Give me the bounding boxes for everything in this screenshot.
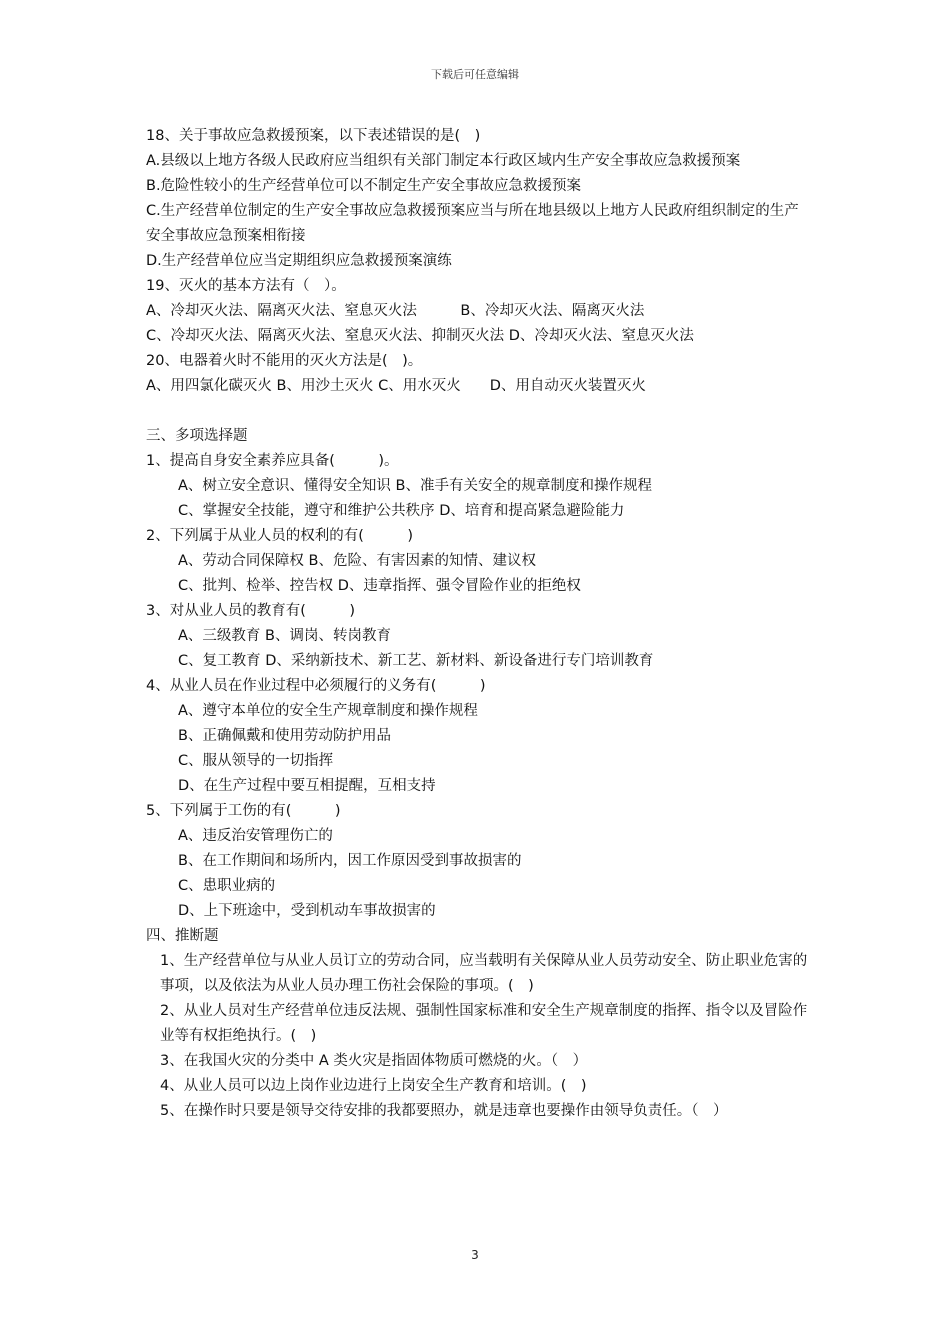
s4-item-2: 2、从业人员对生产经营单位违反法规、强制性国家标准和安全生产规章制度的指挥、指令以及冒险作业等有权拒绝执行。( ): [160, 1003, 808, 1044]
s3-q4-option-a: A、遵守本单位的安全生产规章制度和操作规程: [178, 703, 478, 719]
q18-option-b: B.危险性较小的生产经营单位可以不制定生产安全事故应急救援预案: [146, 178, 582, 194]
section4-title: 四、推断题: [146, 928, 219, 944]
q18-option-a: A.县级以上地方各级人民政府应当组织有关部门制定本行政区域内生产安全事故应急救援预案: [146, 153, 741, 169]
s3-q5-option-b: B、在工作期间和场所内，因工作原因受到事故损害的: [178, 853, 522, 869]
s3-q4-option-c: C、服从领导的一切指挥: [178, 753, 334, 769]
s3-q5-stem: 5、下列属于工伤的有( ): [146, 803, 341, 819]
s3-q5-option-c: C、患职业病的: [178, 878, 276, 894]
s3-q3-options-ab: A、三级教育 B、调岗、转岗教育: [178, 628, 391, 644]
s4-item-5: 5、在操作时只要是领导交待安排的我都要照办，就是违章也要操作由领导负责任。（ ）: [160, 1103, 728, 1119]
spacer: [146, 399, 810, 424]
s3-q1-options-cd: C、掌握安全技能，遵守和维护公共秩序 D、培育和提高紧急避险能力: [178, 503, 625, 519]
s3-q4-option-b: B、正确佩戴和使用劳动防护用品: [178, 728, 391, 744]
q19-options-cd: C、冷却灭火法、隔离灭火法、窒息灭火法、抑制灭火法 D、冷却灭火法、窒息灭火法: [146, 328, 694, 344]
q18-option-d: D.生产经营单位应当定期组织应急救援预案演练: [146, 253, 452, 269]
s4-item-4: 4、从业人员可以边上岗作业边进行上岗安全生产教育和培训。( ): [160, 1078, 587, 1094]
s4-item-3: 3、在我国火灾的分类中 A 类火灾是指固体物质可燃烧的火。（ ）: [160, 1053, 588, 1069]
q19-stem: 19、灭火的基本方法有（ ）。: [146, 278, 346, 294]
page-number: 3: [471, 1248, 479, 1262]
s3-q5-option-d: D、上下班途中，受到机动车事故损害的: [178, 903, 436, 919]
q18-stem: 18、关于事故应急救援预案，以下表述错误的是( ): [146, 128, 481, 144]
q18-option-c: C.生产经营单位制定的生产安全事故应急救援预案应当与所在地县级以上地方人民政府组织制定的生产安全事故应急预案相衔接: [146, 203, 799, 244]
s3-q5-option-a: A、违反治安管理伤亡的: [178, 828, 333, 844]
s3-q3-options-cd: C、复工教育 D、采纳新技术、新工艺、新材料、新设备进行专门培训教育: [178, 653, 654, 669]
q19-options-ab: A、冷却灭火法、隔离灭火法、窒息灭火法 B、冷却灭火法、隔离灭火法: [146, 303, 645, 319]
s3-q3-stem: 3、对从业人员的教育有( ): [146, 603, 356, 619]
q20-stem: 20、电器着火时不能用的灭火方法是( )。: [146, 353, 423, 369]
document-body: [146, 124, 810, 1124]
s3-q2-stem: 2、下列属于从业人员的权利的有( ): [146, 528, 414, 544]
s3-q1-options-ab: A、树立安全意识、懂得安全知识 B、准手有关安全的规章制度和操作规程: [178, 478, 652, 494]
q20-options: A、用四氯化碳灭火 B、用沙土灭火 C、用水灭火 D、用自动灭火装置灭火: [146, 378, 646, 394]
page-header: 下载后可任意编辑: [431, 68, 519, 81]
s3-q4-option-d: D、在生产过程中要互相提醒，互相支持: [178, 778, 436, 794]
s3-q2-options-cd: C、批判、检举、控告权 D、违章指挥、强令冒险作业的拒绝权: [178, 578, 581, 594]
s3-q1-stem: 1、提高自身安全素养应具备( )。: [146, 453, 399, 469]
s3-q4-stem: 4、从业人员在作业过程中必须履行的义务有( ): [146, 678, 486, 694]
section3-title: 三、多项选择题: [146, 428, 248, 444]
s4-item-1: 1、生产经营单位与从业人员订立的劳动合同，应当载明有关保障从业人员劳动安全、防止职业危害的事项，以及依法为从业人员办理工伤社会保险的事项。( ): [160, 953, 808, 994]
s3-q2-options-ab: A、劳动合同保障权 B、危险、有害因素的知情、建议权: [178, 553, 536, 569]
